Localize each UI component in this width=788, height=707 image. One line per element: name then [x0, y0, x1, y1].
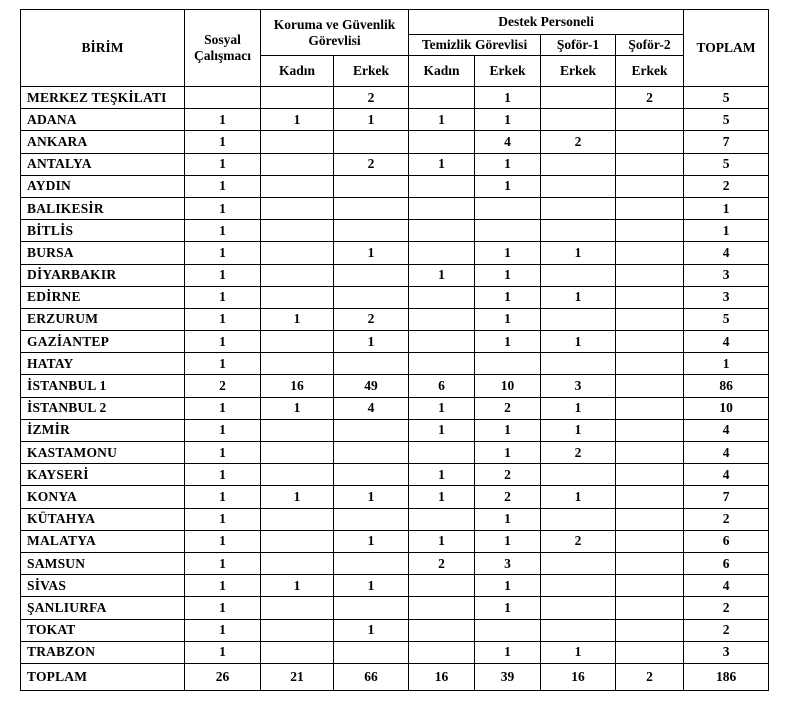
driver-2-cell: 2: [616, 663, 684, 690]
security-male-cell: [334, 464, 409, 486]
cleaning-female-cell: 2: [409, 552, 475, 574]
security-male-cell: [334, 442, 409, 464]
total-cell: 1: [684, 220, 769, 242]
cleaning-male-cell: 1: [475, 331, 541, 353]
social-worker-cell: 1: [185, 508, 261, 530]
table-row: [21, 575, 769, 597]
header-driver-1-male: Erkek: [541, 56, 616, 87]
unit-cell: DİYARBAKIR: [21, 264, 185, 286]
cleaning-male-cell: 10: [475, 375, 541, 397]
unit-cell: HATAY: [21, 353, 185, 375]
security-female-cell: 1: [261, 486, 334, 508]
table-row: [21, 508, 769, 530]
security-female-cell: 1: [261, 109, 334, 131]
header-cleaning-staff: Temizlik Görevlisi: [409, 35, 541, 56]
security-male-cell: [334, 286, 409, 308]
unit-cell: ANTALYA: [21, 153, 185, 175]
social-worker-cell: 1: [185, 397, 261, 419]
cleaning-female-cell: 1: [409, 153, 475, 175]
security-male-cell: [334, 641, 409, 663]
cleaning-female-cell: 1: [409, 419, 475, 441]
security-male-cell: [334, 353, 409, 375]
unit-cell: ERZURUM: [21, 308, 185, 330]
header-security-male: Erkek: [334, 56, 409, 87]
unit-cell: ŞANLIURFA: [21, 597, 185, 619]
table-row: [21, 442, 769, 464]
cleaning-male-cell: 4: [475, 131, 541, 153]
total-cell: 4: [684, 331, 769, 353]
table-row: [21, 197, 769, 219]
cleaning-male-cell: 1: [475, 264, 541, 286]
table-row: [21, 353, 769, 375]
driver-1-cell: 1: [541, 641, 616, 663]
cleaning-female-cell: [409, 175, 475, 197]
social-worker-cell: 1: [185, 308, 261, 330]
table-row: [21, 419, 769, 441]
total-cell: 2: [684, 175, 769, 197]
security-female-cell: [261, 264, 334, 286]
security-male-cell: 1: [334, 242, 409, 264]
driver-1-cell: 16: [541, 663, 616, 690]
driver-1-cell: 1: [541, 331, 616, 353]
driver-1-cell: [541, 264, 616, 286]
driver-2-cell: [616, 109, 684, 131]
security-male-cell: 1: [334, 331, 409, 353]
driver-2-cell: [616, 464, 684, 486]
header-driver-1: Şoför-1: [541, 35, 616, 56]
total-cell: 4: [684, 242, 769, 264]
cleaning-female-cell: [409, 197, 475, 219]
header-support-staff: Destek Personeli: [409, 10, 684, 35]
security-male-cell: 1: [334, 530, 409, 552]
social-worker-cell: [185, 87, 261, 109]
total-cell: 1: [684, 197, 769, 219]
driver-2-cell: [616, 486, 684, 508]
driver-1-cell: [541, 175, 616, 197]
cleaning-male-cell: 1: [475, 286, 541, 308]
social-worker-cell: 1: [185, 575, 261, 597]
cleaning-female-cell: [409, 220, 475, 242]
unit-cell: ADANA: [21, 109, 185, 131]
total-cell: 2: [684, 597, 769, 619]
cleaning-female-cell: 16: [409, 663, 475, 690]
table-row: [21, 87, 769, 109]
security-female-cell: [261, 442, 334, 464]
cleaning-female-cell: 1: [409, 109, 475, 131]
security-male-cell: 2: [334, 308, 409, 330]
unit-cell: GAZİANTEP: [21, 331, 185, 353]
security-female-cell: [261, 331, 334, 353]
total-cell: 4: [684, 575, 769, 597]
cleaning-male-cell: 1: [475, 175, 541, 197]
table-row: [21, 375, 769, 397]
security-female-cell: [261, 220, 334, 242]
unit-cell: MALATYA: [21, 530, 185, 552]
security-male-cell: 1: [334, 619, 409, 641]
unit-cell: TRABZON: [21, 641, 185, 663]
unit-cell: SİVAS: [21, 575, 185, 597]
table-row: [21, 220, 769, 242]
cleaning-female-cell: [409, 641, 475, 663]
driver-1-cell: 2: [541, 131, 616, 153]
table-row: [21, 619, 769, 641]
cleaning-female-cell: [409, 442, 475, 464]
cleaning-female-cell: [409, 597, 475, 619]
cleaning-male-cell: 1: [475, 153, 541, 175]
unit-cell: KÜTAHYA: [21, 508, 185, 530]
cleaning-male-cell: 2: [475, 397, 541, 419]
driver-2-cell: [616, 530, 684, 552]
table-row: [21, 153, 769, 175]
security-female-cell: 1: [261, 397, 334, 419]
driver-2-cell: [616, 641, 684, 663]
unit-cell: MERKEZ TEŞKİLATI: [21, 87, 185, 109]
security-male-cell: 1: [334, 486, 409, 508]
unit-cell: BİTLİS: [21, 220, 185, 242]
total-cell: 5: [684, 87, 769, 109]
unit-cell: SAMSUN: [21, 552, 185, 574]
driver-1-cell: [541, 109, 616, 131]
driver-1-cell: 1: [541, 419, 616, 441]
security-male-cell: 1: [334, 575, 409, 597]
unit-cell: EDİRNE: [21, 286, 185, 308]
total-cell: 7: [684, 486, 769, 508]
total-cell: 1: [684, 353, 769, 375]
cleaning-female-cell: 1: [409, 397, 475, 419]
table-row: [21, 530, 769, 552]
security-female-cell: [261, 242, 334, 264]
driver-1-cell: [541, 464, 616, 486]
cleaning-female-cell: [409, 131, 475, 153]
security-male-cell: [334, 508, 409, 530]
cleaning-male-cell: 1: [475, 641, 541, 663]
total-cell: 6: [684, 530, 769, 552]
security-male-cell: [334, 131, 409, 153]
security-male-cell: 2: [334, 153, 409, 175]
driver-1-cell: [541, 619, 616, 641]
unit-cell: TOKAT: [21, 619, 185, 641]
security-female-cell: 1: [261, 575, 334, 597]
security-male-cell: 2: [334, 87, 409, 109]
security-male-cell: 4: [334, 397, 409, 419]
driver-2-cell: [616, 353, 684, 375]
cleaning-female-cell: [409, 331, 475, 353]
social-worker-cell: 1: [185, 486, 261, 508]
table-row: [21, 308, 769, 330]
cleaning-male-cell: 1: [475, 442, 541, 464]
driver-2-cell: [616, 242, 684, 264]
driver-2-cell: [616, 131, 684, 153]
header-total: TOPLAM: [684, 10, 769, 87]
social-worker-cell: 1: [185, 419, 261, 441]
table-row: [21, 486, 769, 508]
security-female-cell: [261, 131, 334, 153]
social-worker-cell: 1: [185, 197, 261, 219]
unit-cell: İZMİR: [21, 419, 185, 441]
driver-2-cell: [616, 575, 684, 597]
security-female-cell: [261, 619, 334, 641]
cleaning-female-cell: [409, 242, 475, 264]
header-security-staff: Koruma ve Güvenlik Görevlisi: [261, 10, 409, 56]
security-female-cell: [261, 353, 334, 375]
cleaning-male-cell: 3: [475, 552, 541, 574]
cleaning-female-cell: 1: [409, 530, 475, 552]
security-male-cell: 49: [334, 375, 409, 397]
driver-2-cell: [616, 552, 684, 574]
total-cell: 10: [684, 397, 769, 419]
driver-1-cell: 1: [541, 286, 616, 308]
driver-2-cell: [616, 375, 684, 397]
social-worker-cell: 2: [185, 375, 261, 397]
security-female-cell: 16: [261, 375, 334, 397]
cleaning-male-cell: [475, 353, 541, 375]
table-row: [21, 464, 769, 486]
total-cell: 5: [684, 109, 769, 131]
table-row: [21, 397, 769, 419]
driver-2-cell: [616, 153, 684, 175]
security-female-cell: [261, 552, 334, 574]
security-male-cell: 66: [334, 663, 409, 690]
driver-1-cell: 1: [541, 242, 616, 264]
total-cell: 4: [684, 464, 769, 486]
security-female-cell: [261, 87, 334, 109]
total-cell: 4: [684, 419, 769, 441]
driver-1-cell: [541, 308, 616, 330]
cleaning-female-cell: 6: [409, 375, 475, 397]
driver-1-cell: 3: [541, 375, 616, 397]
security-male-cell: [334, 597, 409, 619]
driver-2-cell: [616, 619, 684, 641]
unit-cell: İSTANBUL 2: [21, 397, 185, 419]
total-cell: 5: [684, 308, 769, 330]
social-worker-cell: 1: [185, 641, 261, 663]
security-male-cell: [334, 552, 409, 574]
social-worker-cell: 1: [185, 286, 261, 308]
driver-2-cell: [616, 419, 684, 441]
total-cell: 3: [684, 286, 769, 308]
table-row: [21, 242, 769, 264]
table-row: [21, 641, 769, 663]
unit-cell: AYDIN: [21, 175, 185, 197]
driver-2-cell: 2: [616, 87, 684, 109]
cleaning-male-cell: 1: [475, 308, 541, 330]
security-female-cell: [261, 419, 334, 441]
header-unit: BİRİM: [21, 10, 185, 87]
security-female-cell: [261, 153, 334, 175]
table-row: [21, 597, 769, 619]
security-female-cell: 21: [261, 663, 334, 690]
cleaning-male-cell: 1: [475, 530, 541, 552]
driver-1-cell: [541, 575, 616, 597]
security-male-cell: [334, 264, 409, 286]
security-male-cell: [334, 419, 409, 441]
driver-1-cell: 2: [541, 530, 616, 552]
social-worker-cell: 1: [185, 464, 261, 486]
social-worker-cell: 1: [185, 530, 261, 552]
driver-2-cell: [616, 264, 684, 286]
cleaning-male-cell: 1: [475, 419, 541, 441]
total-cell: 3: [684, 264, 769, 286]
security-female-cell: 1: [261, 308, 334, 330]
driver-2-cell: [616, 197, 684, 219]
total-cell: 4: [684, 442, 769, 464]
driver-1-cell: [541, 197, 616, 219]
cleaning-male-cell: 1: [475, 242, 541, 264]
unit-cell: KONYA: [21, 486, 185, 508]
header-security-female: Kadın: [261, 56, 334, 87]
unit-cell: BALIKESİR: [21, 197, 185, 219]
cleaning-female-cell: [409, 619, 475, 641]
cleaning-female-cell: [409, 353, 475, 375]
cleaning-male-cell: 1: [475, 508, 541, 530]
unit-cell: ANKARA: [21, 131, 185, 153]
driver-1-cell: [541, 87, 616, 109]
total-row: [21, 663, 769, 690]
driver-2-cell: [616, 308, 684, 330]
cleaning-male-cell: [475, 197, 541, 219]
unit-cell: KAYSERİ: [21, 464, 185, 486]
unit-cell: KASTAMONU: [21, 442, 185, 464]
driver-1-cell: [541, 552, 616, 574]
cleaning-female-cell: [409, 308, 475, 330]
social-worker-cell: 1: [185, 220, 261, 242]
table-row: [21, 286, 769, 308]
cleaning-male-cell: [475, 220, 541, 242]
total-cell: 2: [684, 508, 769, 530]
security-male-cell: [334, 175, 409, 197]
social-worker-cell: 1: [185, 109, 261, 131]
social-worker-cell: 1: [185, 597, 261, 619]
driver-2-cell: [616, 331, 684, 353]
total-cell: 7: [684, 131, 769, 153]
social-worker-cell: 1: [185, 242, 261, 264]
security-female-cell: [261, 175, 334, 197]
header-social-worker: Sosyal Çalışmacı: [185, 10, 261, 87]
social-worker-cell: 1: [185, 153, 261, 175]
security-male-cell: [334, 220, 409, 242]
driver-1-cell: 2: [541, 442, 616, 464]
table-header: [21, 10, 769, 87]
security-female-cell: [261, 597, 334, 619]
total-cell: 186: [684, 663, 769, 690]
cleaning-male-cell: 2: [475, 486, 541, 508]
header-driver-2-male: Erkek: [616, 56, 684, 87]
cleaning-female-cell: 1: [409, 264, 475, 286]
cleaning-male-cell: 2: [475, 464, 541, 486]
cleaning-female-cell: [409, 508, 475, 530]
cleaning-male-cell: [475, 619, 541, 641]
driver-1-cell: [541, 508, 616, 530]
driver-2-cell: [616, 442, 684, 464]
cleaning-female-cell: 1: [409, 486, 475, 508]
security-female-cell: [261, 641, 334, 663]
driver-2-cell: [616, 397, 684, 419]
social-worker-cell: 1: [185, 264, 261, 286]
table-row: [21, 175, 769, 197]
security-female-cell: [261, 508, 334, 530]
table-row: [21, 264, 769, 286]
cleaning-male-cell: 1: [475, 109, 541, 131]
table-row: [21, 109, 769, 131]
security-female-cell: [261, 464, 334, 486]
total-cell: 5: [684, 153, 769, 175]
driver-2-cell: [616, 175, 684, 197]
unit-cell: TOPLAM: [21, 663, 185, 690]
unit-cell: BURSA: [21, 242, 185, 264]
staff-distribution-table: [20, 9, 769, 691]
security-male-cell: [334, 197, 409, 219]
social-worker-cell: 1: [185, 331, 261, 353]
driver-2-cell: [616, 508, 684, 530]
table-row: [21, 331, 769, 353]
cleaning-male-cell: 1: [475, 597, 541, 619]
total-cell: 2: [684, 619, 769, 641]
social-worker-cell: 1: [185, 619, 261, 641]
security-female-cell: [261, 530, 334, 552]
header-cleaning-female: Kadın: [409, 56, 475, 87]
table-row: [21, 552, 769, 574]
total-cell: 86: [684, 375, 769, 397]
security-female-cell: [261, 197, 334, 219]
social-worker-cell: 1: [185, 442, 261, 464]
table-row: [21, 131, 769, 153]
driver-2-cell: [616, 286, 684, 308]
driver-1-cell: [541, 597, 616, 619]
cleaning-male-cell: 1: [475, 87, 541, 109]
driver-1-cell: [541, 353, 616, 375]
security-male-cell: 1: [334, 109, 409, 131]
social-worker-cell: 1: [185, 353, 261, 375]
social-worker-cell: 1: [185, 175, 261, 197]
total-cell: 3: [684, 641, 769, 663]
security-female-cell: [261, 286, 334, 308]
cleaning-female-cell: [409, 286, 475, 308]
header-cleaning-male: Erkek: [475, 56, 541, 87]
driver-2-cell: [616, 597, 684, 619]
social-worker-cell: 1: [185, 552, 261, 574]
driver-1-cell: [541, 220, 616, 242]
social-worker-cell: 1: [185, 131, 261, 153]
total-cell: 6: [684, 552, 769, 574]
cleaning-female-cell: [409, 87, 475, 109]
cleaning-female-cell: [409, 575, 475, 597]
driver-1-cell: 1: [541, 397, 616, 419]
table-body: [21, 87, 769, 691]
unit-cell: İSTANBUL 1: [21, 375, 185, 397]
driver-1-cell: 1: [541, 486, 616, 508]
cleaning-female-cell: 1: [409, 464, 475, 486]
cleaning-male-cell: 39: [475, 663, 541, 690]
cleaning-male-cell: 1: [475, 575, 541, 597]
driver-1-cell: [541, 153, 616, 175]
social-worker-cell: 26: [185, 663, 261, 690]
header-driver-2: Şoför-2: [616, 35, 684, 56]
driver-2-cell: [616, 220, 684, 242]
